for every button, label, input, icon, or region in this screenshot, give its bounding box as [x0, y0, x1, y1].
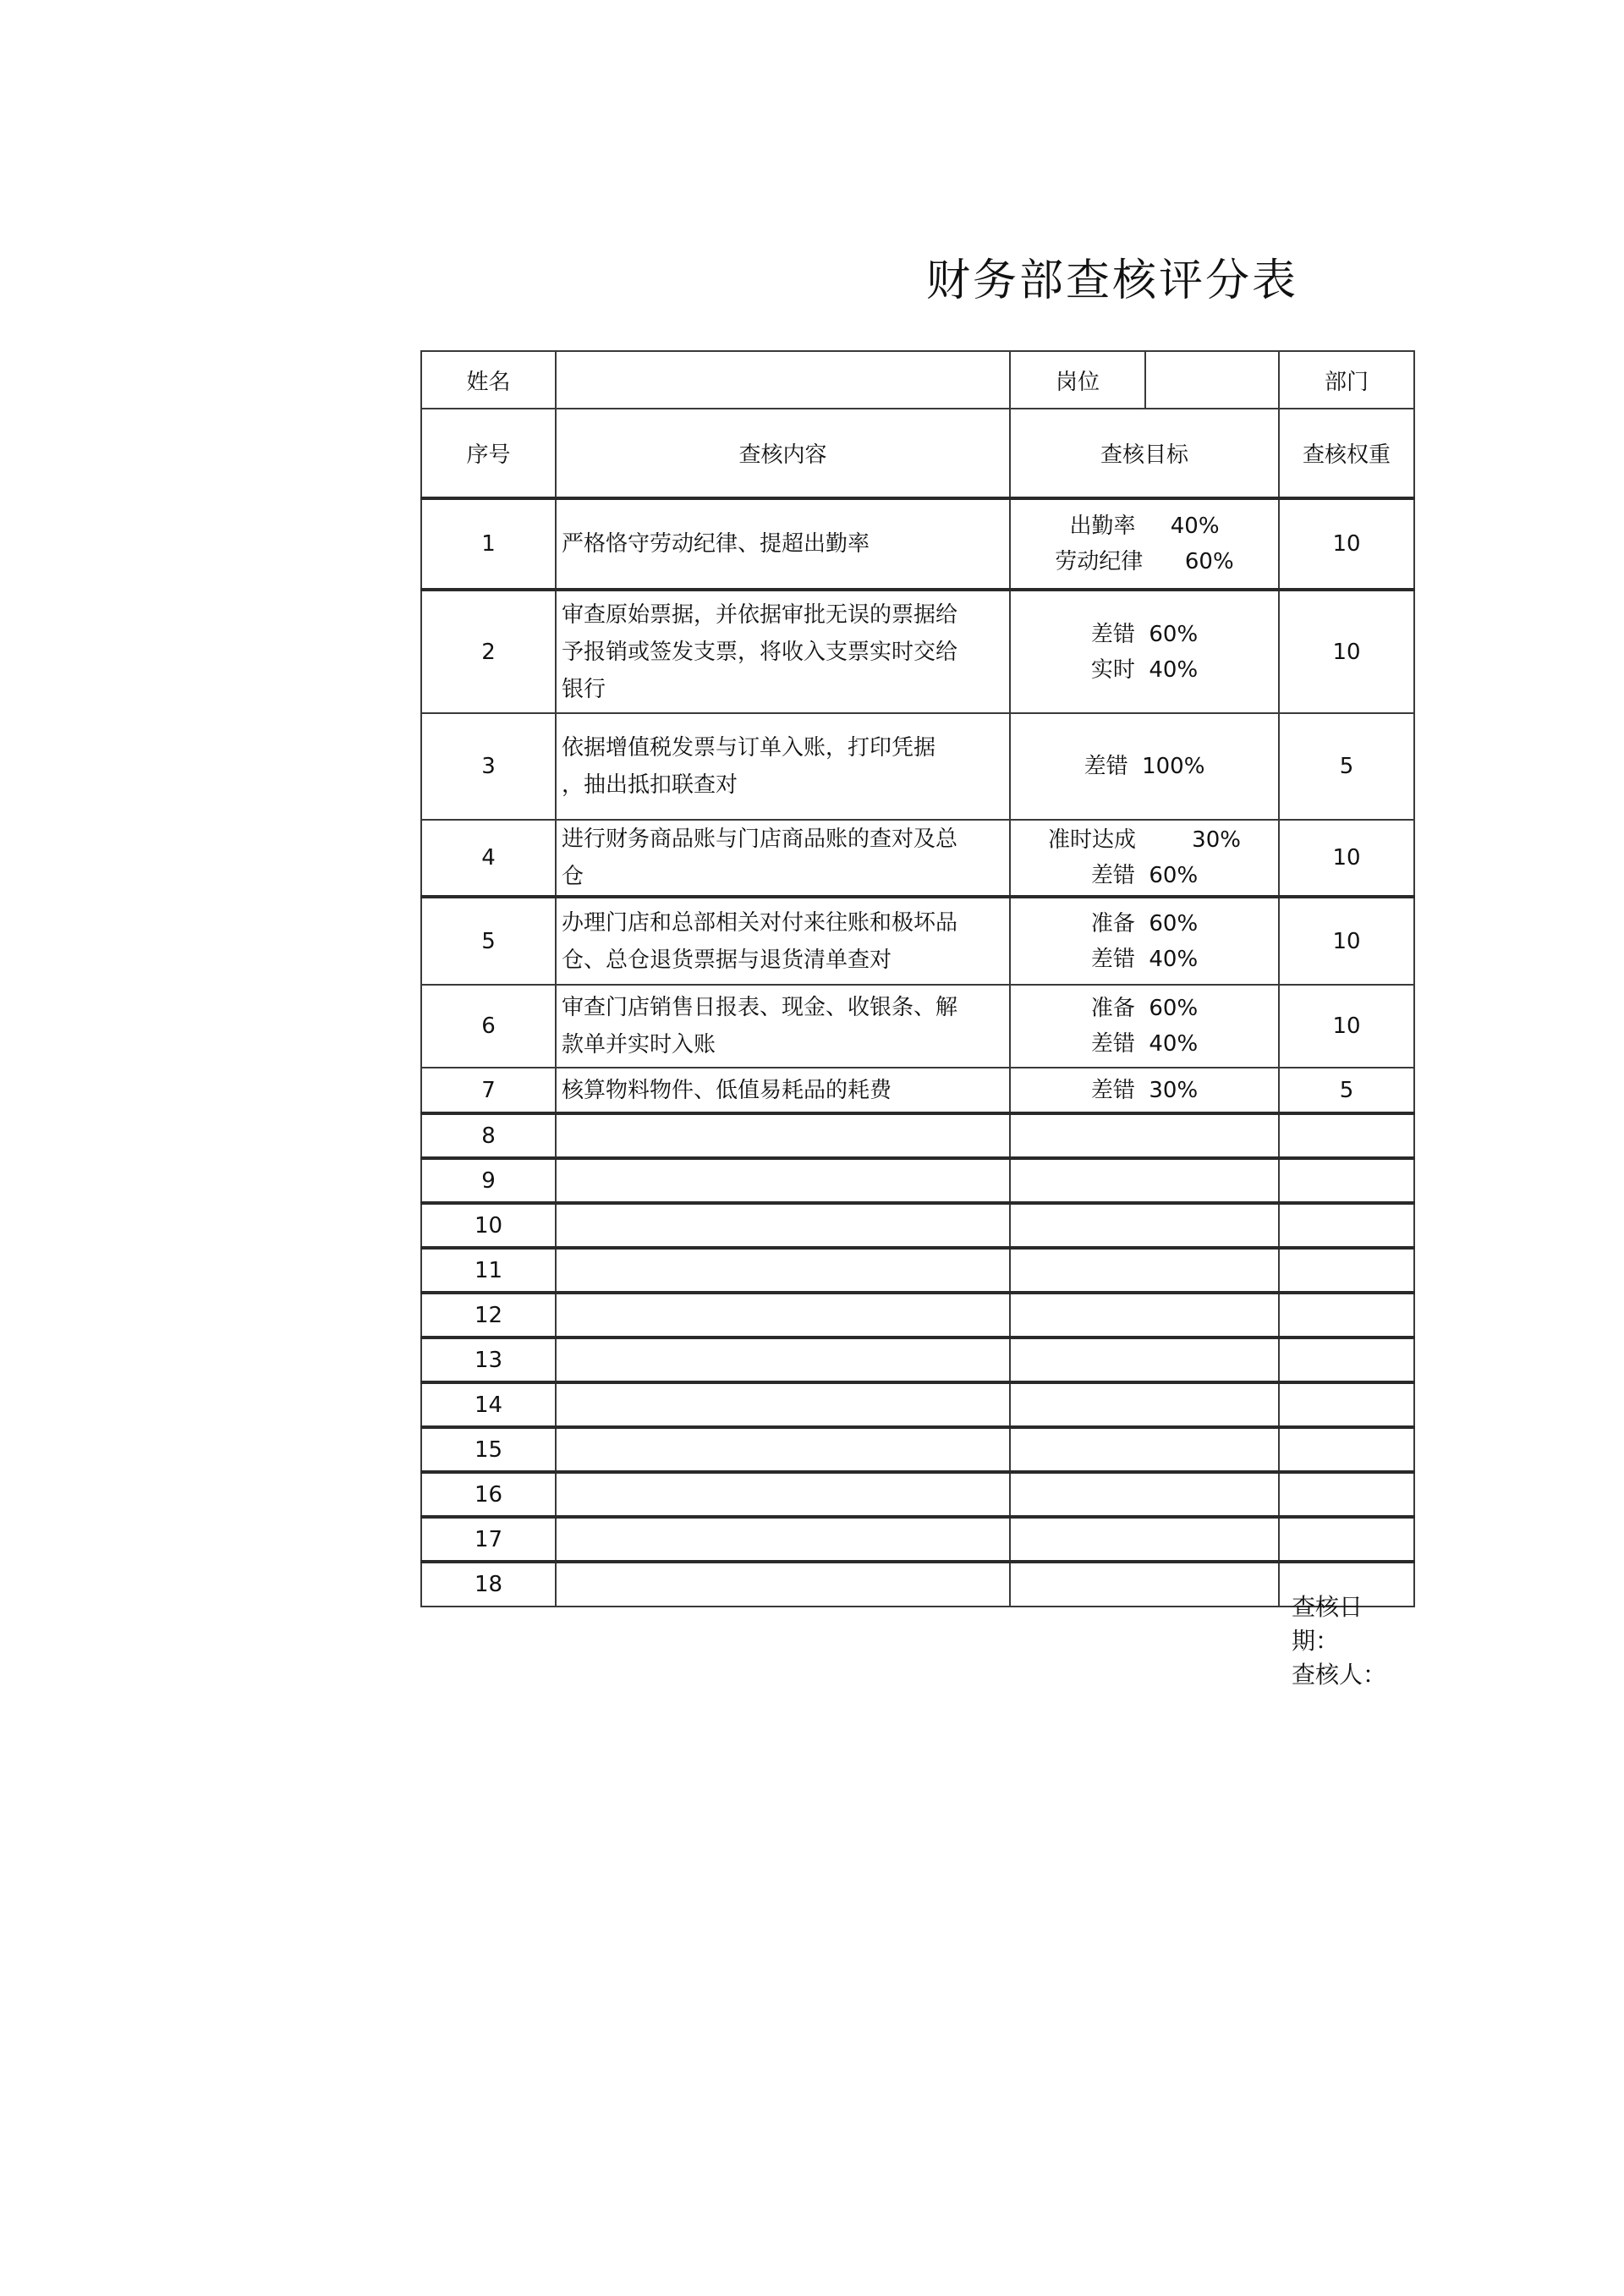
row-number: 5 [421, 897, 556, 985]
check-target-cell[interactable] [1010, 1338, 1279, 1382]
check-content-cell[interactable] [556, 1248, 1010, 1293]
row-number: 14 [421, 1382, 556, 1427]
check-target [1010, 713, 1279, 820]
check-target [1010, 1068, 1279, 1113]
row-number: 6 [421, 985, 556, 1068]
row-number: 9 [421, 1158, 556, 1203]
table-row [421, 713, 1414, 820]
check-content-cell[interactable] [556, 1472, 1010, 1517]
check-weight-cell[interactable] [1279, 1338, 1414, 1382]
row-number: 18 [421, 1562, 556, 1607]
check-target-line: 差错 40% [1090, 1031, 1199, 1057]
check-content-cell[interactable] [556, 1158, 1010, 1203]
check-content [556, 590, 1010, 713]
check-target-line: 准时达成 30% [1048, 827, 1241, 853]
table-row [421, 1203, 1414, 1248]
table-row [421, 1562, 1414, 1607]
row-number: 4 [421, 820, 556, 897]
position-field[interactable] [1145, 351, 1279, 409]
check-weight-cell[interactable] [1279, 1248, 1414, 1293]
check-content-line: 审查原始票据，并依据审批无误的票据给 [562, 601, 958, 628]
row-number: 7 [421, 1068, 556, 1113]
check-target-line: 实时 40% [1090, 656, 1199, 683]
check-target [1010, 985, 1279, 1068]
check-target-line: 差错 30% [1090, 1077, 1199, 1103]
check-content [556, 985, 1010, 1068]
column-header-row [421, 409, 1414, 498]
check-content-line: 核算物料物件、低值易耗品的耗费 [562, 1077, 892, 1103]
check-content-cell[interactable] [556, 1517, 1010, 1562]
check-target [1010, 897, 1279, 985]
check-content [556, 820, 1010, 897]
check-content [556, 1068, 1010, 1113]
check-weight: 10 [1279, 498, 1414, 590]
check-content-cell[interactable] [556, 1562, 1010, 1607]
check-content-cell[interactable] [556, 1293, 1010, 1338]
check-target-line: 出勤率 40% [1069, 514, 1220, 539]
row-number: 13 [421, 1338, 556, 1382]
check-target-cell[interactable] [1010, 1382, 1279, 1427]
checker-label: 查核人： [1292, 1661, 1387, 1689]
check-weight: 10 [1279, 985, 1414, 1068]
check-content-line: 审查门店销售日报表、现金、收银条、解 [562, 995, 958, 1020]
check-content-line: 予报销或签发支票，将收入支票实时交给 [562, 639, 958, 665]
table-row [421, 985, 1414, 1068]
check-date-label-cont: 期： [1292, 1627, 1340, 1655]
row-number: 1 [421, 498, 556, 590]
table-row [421, 897, 1414, 985]
check-weight-cell[interactable] [1279, 1517, 1414, 1562]
check-target [1010, 498, 1279, 590]
check-content-cell[interactable] [556, 1203, 1010, 1248]
check-content-line: 依据增值税发票与订单入账，打印凭据 [562, 735, 936, 761]
signature-footer [1292, 1590, 1427, 1692]
check-target-line: 差错 60% [1090, 863, 1199, 888]
check-target-line: 准备 60% [1090, 910, 1199, 937]
table-row [421, 820, 1414, 897]
check-content-cell[interactable] [556, 1338, 1010, 1382]
evaluation-table [420, 350, 1415, 1607]
name-field[interactable] [556, 351, 1010, 409]
table-row [421, 1068, 1414, 1113]
check-weight-cell[interactable] [1279, 1382, 1414, 1427]
row-number: 16 [421, 1472, 556, 1517]
row-number: 2 [421, 590, 556, 713]
check-weight: 10 [1279, 590, 1414, 713]
check-weight-cell[interactable] [1279, 1293, 1414, 1338]
check-target-cell[interactable] [1010, 1203, 1279, 1248]
check-content [556, 713, 1010, 820]
check-target-cell[interactable] [1010, 1113, 1279, 1158]
position-label: 岗位 [1010, 351, 1145, 409]
table-row [421, 590, 1414, 713]
column-header-no: 序号 [421, 409, 556, 498]
table-row [421, 1472, 1414, 1517]
check-target-cell[interactable] [1010, 1562, 1279, 1607]
check-content [556, 897, 1010, 985]
table-row [421, 1248, 1414, 1293]
check-content-cell[interactable] [556, 1113, 1010, 1158]
table-row [421, 498, 1414, 590]
page-title: 财务部查核评分表 [926, 255, 1299, 306]
check-target-line: 差错 100% [1084, 754, 1205, 779]
check-weight-cell[interactable] [1279, 1203, 1414, 1248]
check-weight: 10 [1279, 897, 1414, 985]
check-weight: 5 [1279, 1068, 1414, 1113]
check-content-line: 款单并实时入账 [562, 1032, 716, 1057]
row-number: 15 [421, 1427, 556, 1472]
table-row [421, 1293, 1414, 1338]
check-date-label: 查核日 [1292, 1593, 1363, 1621]
check-target [1010, 590, 1279, 713]
row-number: 12 [421, 1293, 556, 1338]
check-weight-cell[interactable] [1279, 1427, 1414, 1472]
check-target-line: 差错 60% [1090, 621, 1199, 647]
check-content [556, 498, 1010, 590]
check-content-cell[interactable] [556, 1427, 1010, 1472]
header-info-row [421, 351, 1414, 409]
dept-label: 部门 [1279, 351, 1414, 409]
check-weight-cell[interactable] [1279, 1472, 1414, 1517]
check-content-line: ，抽出抵扣联查对 [562, 772, 738, 798]
check-target-cell[interactable] [1010, 1158, 1279, 1203]
check-content-line: 进行财务商品账与门店商品账的查对及总 [562, 827, 958, 852]
column-header-weight: 查核权重 [1279, 409, 1414, 498]
row-number: 17 [421, 1517, 556, 1562]
check-weight: 10 [1279, 820, 1414, 897]
table-row [421, 1338, 1414, 1382]
check-weight-cell[interactable] [1279, 1113, 1414, 1158]
check-target [1010, 820, 1279, 897]
check-target-line: 差错 40% [1090, 946, 1199, 972]
check-content-line: 仓 [562, 864, 584, 889]
check-weight-cell[interactable] [1279, 1158, 1414, 1203]
row-number: 11 [421, 1248, 556, 1293]
check-target-line: 准备 60% [1090, 996, 1199, 1021]
row-number: 3 [421, 713, 556, 820]
check-target-line: 劳动纪律 60% [1055, 549, 1234, 574]
table-row [421, 1158, 1414, 1203]
check-target-cell[interactable] [1010, 1293, 1279, 1338]
check-content-line: 办理门店和总部相关对付来往账和极坏品 [562, 909, 958, 936]
check-target-cell[interactable] [1010, 1517, 1279, 1562]
table-row [421, 1427, 1414, 1472]
check-content-line: 仓、总仓退货票据与退货清单查对 [562, 947, 892, 973]
check-weight: 5 [1279, 713, 1414, 820]
row-number: 8 [421, 1113, 556, 1158]
table-row [421, 1517, 1414, 1562]
check-content-cell[interactable] [556, 1382, 1010, 1427]
name-label: 姓名 [421, 351, 556, 409]
table-row [421, 1113, 1414, 1158]
row-number: 10 [421, 1203, 556, 1248]
column-header-target: 查核目标 [1010, 409, 1279, 498]
check-content-line: 银行 [562, 676, 606, 702]
check-target-cell[interactable] [1010, 1472, 1279, 1517]
column-header-content: 查核内容 [556, 409, 1010, 498]
table-row [421, 1382, 1414, 1427]
check-target-cell[interactable] [1010, 1427, 1279, 1472]
check-content-line: 严格恪守劳动纪律、提超出勤率 [562, 531, 870, 557]
check-target-cell[interactable] [1010, 1248, 1279, 1293]
